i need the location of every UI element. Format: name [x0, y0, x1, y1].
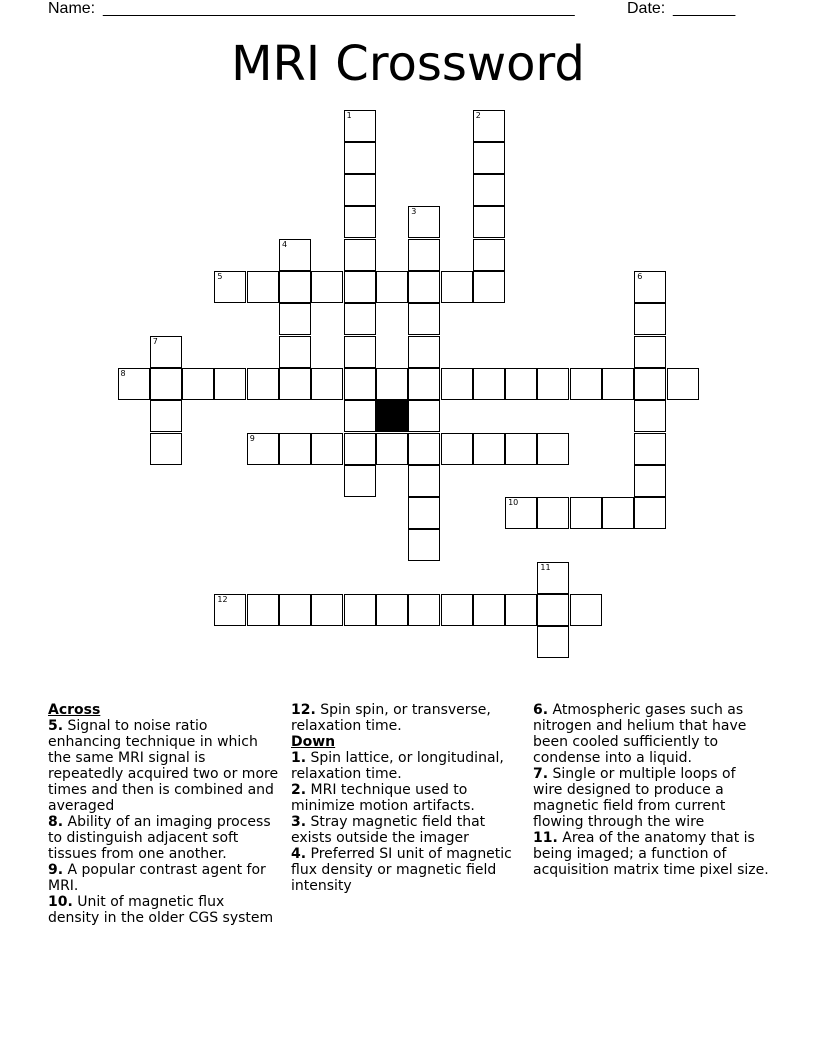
clue-number-label: 8	[120, 368, 126, 378]
grid-cell[interactable]	[279, 271, 311, 303]
grid-cell[interactable]	[344, 594, 376, 626]
grid-cell[interactable]	[441, 433, 473, 465]
grid-cell[interactable]	[505, 368, 537, 400]
clue-text: Atmospheric gases such as nitrogen and helium that have been cooled sufficiently to condense into a liquid.	[533, 702, 747, 766]
grid-cell[interactable]	[537, 594, 569, 626]
grid-cell[interactable]	[376, 594, 408, 626]
clues-column-1	[48, 702, 280, 926]
grid-cell[interactable]	[311, 433, 343, 465]
grid-cell[interactable]	[344, 465, 376, 497]
grid-cell[interactable]	[570, 594, 602, 626]
clue-number: 2.	[291, 782, 307, 798]
grid-cell[interactable]	[570, 368, 602, 400]
grid-cell[interactable]	[344, 110, 376, 142]
clue-text: Area of the anatomy that is being imaged; a function of acquisition matrix time pixel size.	[533, 830, 769, 878]
grid-cell[interactable]	[537, 497, 569, 529]
grid-cell[interactable]	[537, 626, 569, 658]
clue-number: 7.	[533, 766, 549, 782]
grid-cell[interactable]	[247, 271, 279, 303]
grid-cell[interactable]	[473, 239, 505, 271]
clue-number: 12.	[291, 702, 316, 718]
grid-cell[interactable]	[473, 110, 505, 142]
grid-cell[interactable]	[118, 368, 150, 400]
black-square	[376, 400, 408, 432]
clue-number: 10.	[48, 894, 73, 910]
grid-cell[interactable]	[376, 368, 408, 400]
clue-across-9	[48, 862, 280, 894]
grid-cell[interactable]	[376, 433, 408, 465]
name-label: Name:	[48, 0, 96, 17]
grid-cell[interactable]	[634, 433, 666, 465]
clue-number: 1.	[291, 750, 307, 766]
grid-cell[interactable]	[570, 497, 602, 529]
grid-cell[interactable]	[408, 497, 440, 529]
grid-cell[interactable]	[537, 562, 569, 594]
clue-number-label: 6	[637, 272, 643, 281]
grid-cell[interactable]	[311, 271, 343, 303]
grid-cell[interactable]	[344, 433, 376, 465]
grid-cell[interactable]	[634, 400, 666, 432]
clue-down-11	[533, 830, 769, 878]
grid-cell[interactable]	[505, 433, 537, 465]
grid-cell[interactable]	[150, 336, 182, 368]
grid-cell[interactable]	[279, 594, 311, 626]
grid-cell[interactable]	[408, 529, 440, 561]
clue-text: Preferred SI unit of magnetic flux density or magnetic field intensity	[291, 846, 512, 894]
grid-cell[interactable]	[311, 368, 343, 400]
grid-cell[interactable]	[537, 433, 569, 465]
grid-cell[interactable]	[634, 368, 666, 400]
clue-number-label: 7	[152, 336, 158, 346]
date-field[interactable]: _______	[673, 0, 736, 17]
grid-cell[interactable]	[214, 368, 246, 400]
down-heading: Down	[291, 734, 336, 750]
grid-cell[interactable]	[279, 336, 311, 368]
grid-cell[interactable]	[473, 174, 505, 206]
grid-cell[interactable]	[441, 594, 473, 626]
grid-cell[interactable]	[408, 336, 440, 368]
clue-number-label: 12	[217, 595, 228, 604]
clue-number: 3.	[291, 814, 307, 830]
grid-cell[interactable]	[408, 400, 440, 432]
grid-cell[interactable]	[473, 368, 505, 400]
grid-cell[interactable]	[408, 433, 440, 465]
grid-cell[interactable]	[279, 239, 311, 271]
clue-down-3	[291, 814, 523, 846]
clue-text: Signal to noise ratio enhancing technique in which the same MRI signal is repeatedly acquired two or more times and then is combined and averaged	[48, 718, 279, 814]
clue-number-label: 4	[282, 239, 288, 249]
grid-cell[interactable]	[247, 433, 279, 465]
grid-cell[interactable]	[634, 271, 666, 303]
grid-cell[interactable]	[473, 271, 505, 303]
grid-cell[interactable]	[279, 433, 311, 465]
grid-cell[interactable]	[408, 368, 440, 400]
grid-cell[interactable]	[634, 303, 666, 335]
clue-across-10	[48, 894, 280, 926]
grid-cell[interactable]	[247, 594, 279, 626]
grid-cell[interactable]	[408, 465, 440, 497]
clue-text: MRI technique used to minimize motion artifacts.	[291, 782, 475, 814]
clue-number-label: 1	[346, 110, 352, 120]
grid-cell[interactable]	[505, 594, 537, 626]
clue-text: Ability of an imaging process to distinguish adjacent soft tissues from one another.	[48, 814, 271, 862]
clue-across-8	[48, 814, 280, 862]
grid-cell[interactable]	[634, 465, 666, 497]
clue-down-6	[533, 702, 769, 766]
grid-cell[interactable]	[634, 497, 666, 529]
clue-number-label: 3	[411, 207, 417, 217]
clue-text: A popular contrast agent for MRI.	[48, 862, 266, 894]
clues-column-2	[291, 702, 523, 894]
across-heading: Across	[48, 702, 101, 718]
grid-cell[interactable]	[344, 368, 376, 400]
grid-cell[interactable]	[214, 271, 246, 303]
clue-number: 11.	[533, 830, 558, 846]
grid-cell[interactable]	[441, 271, 473, 303]
grid-cell[interactable]	[505, 497, 537, 529]
grid-cell[interactable]	[537, 368, 569, 400]
clue-text: Spin lattice, or longitudinal, relaxation time.	[291, 750, 504, 782]
grid-cell[interactable]	[408, 271, 440, 303]
clue-number-label: 11	[540, 562, 551, 572]
clues-column-3	[533, 702, 769, 878]
grid-cell[interactable]	[344, 303, 376, 335]
clue-down-1	[291, 750, 523, 782]
grid-cell[interactable]	[408, 239, 440, 271]
clue-down-4	[291, 846, 523, 894]
clue-number-label: 2	[475, 110, 481, 120]
grid-cell[interactable]	[408, 303, 440, 335]
grid-cell[interactable]	[408, 206, 440, 238]
grid-cell[interactable]	[182, 368, 214, 400]
clue-number-label: 9	[249, 433, 255, 443]
grid-cell[interactable]	[344, 142, 376, 174]
clue-number: 9.	[48, 862, 64, 878]
grid-cell[interactable]	[344, 239, 376, 271]
clue-across-5	[48, 718, 280, 814]
grid-cell[interactable]	[344, 206, 376, 238]
clue-number: 5.	[48, 718, 64, 734]
clue-number-label: 5	[217, 272, 223, 281]
grid-cell[interactable]	[634, 336, 666, 368]
clue-number-label: 10	[508, 498, 519, 508]
grid-cell[interactable]	[150, 368, 182, 400]
grid-cell[interactable]	[473, 206, 505, 238]
grid-cell[interactable]	[150, 400, 182, 432]
grid-cell[interactable]	[602, 497, 634, 529]
grid-cell[interactable]	[279, 368, 311, 400]
name-field[interactable]: _____________________________________________________	[103, 0, 575, 17]
grid-cell[interactable]	[247, 368, 279, 400]
grid-cell[interactable]	[376, 271, 408, 303]
clue-text: Single or multiple loops of wire designed to produce a magnetic field from current flowing through the wire	[533, 766, 736, 830]
page-title: MRI Crossword	[231, 36, 585, 92]
grid-cell[interactable]	[473, 594, 505, 626]
clue-down-7	[533, 766, 769, 830]
clue-text: Unit of magnetic flux density in the older CGS system	[48, 894, 274, 926]
grid-cell[interactable]	[344, 271, 376, 303]
grid-cell[interactable]	[150, 433, 182, 465]
grid-cell[interactable]	[667, 368, 699, 400]
grid-cell[interactable]	[344, 174, 376, 206]
grid-cell[interactable]	[279, 303, 311, 335]
grid-cell[interactable]	[344, 400, 376, 432]
clue-across-12	[291, 702, 523, 734]
grid-cell[interactable]	[441, 368, 473, 400]
clue-number: 8.	[48, 814, 64, 830]
grid-cell[interactable]	[473, 433, 505, 465]
grid-cell[interactable]	[473, 142, 505, 174]
grid-cell[interactable]	[311, 594, 343, 626]
clue-down-2	[291, 782, 523, 814]
clue-number: 4.	[291, 846, 307, 862]
clue-number: 6.	[533, 702, 549, 718]
date-label: Date:	[627, 0, 666, 17]
clue-text: Spin spin, or transverse, relaxation time.	[291, 702, 491, 734]
grid-cell[interactable]	[408, 594, 440, 626]
grid-cell[interactable]	[214, 594, 246, 626]
grid-cell[interactable]	[602, 368, 634, 400]
grid-cell[interactable]	[344, 336, 376, 368]
clue-text: Stray magnetic field that exists outside the imager	[291, 814, 486, 846]
